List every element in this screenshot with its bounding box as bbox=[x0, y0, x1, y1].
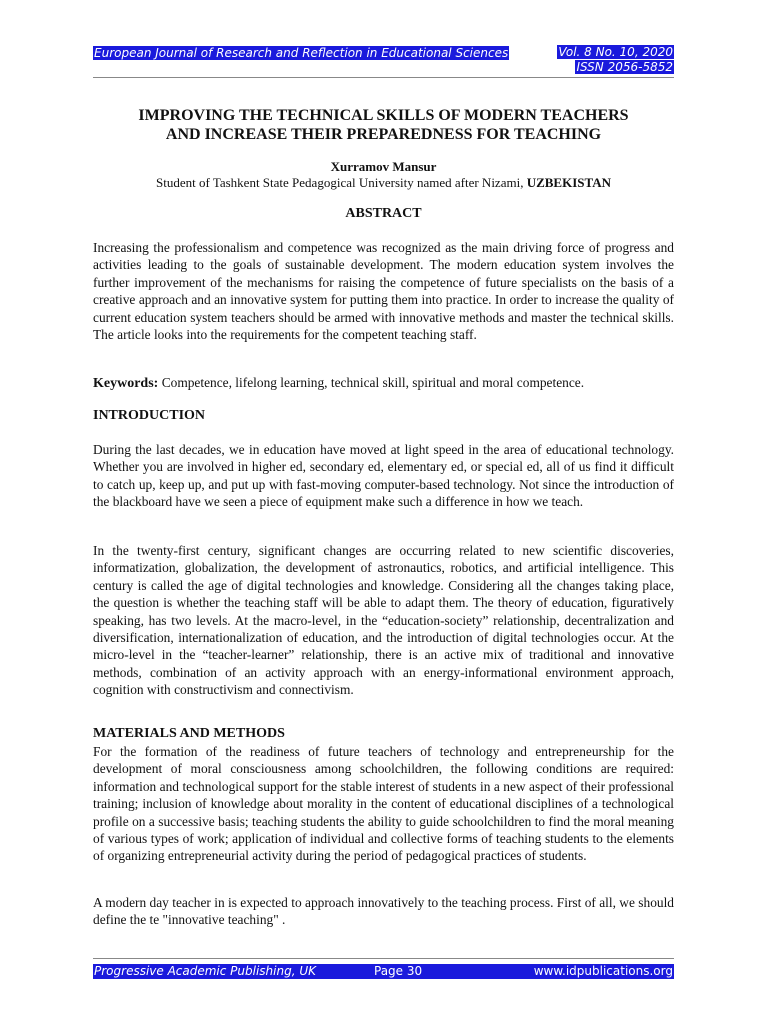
volume-info bbox=[557, 44, 674, 74]
keywords-text: Competence, lifelong learning, technical skill, spiritual and moral competence. bbox=[161, 375, 585, 390]
publisher-name: Progressive Academic Publishing, UK bbox=[94, 964, 316, 978]
page-number: Page 30 bbox=[374, 964, 423, 978]
journal-title: European Journal of Research and Reflection in Educational Sciences bbox=[94, 46, 509, 60]
affiliation-text: Student of Tashkent State Pedagogical University named after Nizami, bbox=[156, 175, 524, 190]
methods-paragraph-2: A modern day teacher in is expected to approach innovatively to the teaching process. First of all, we should define the te "innovative teaching" . bbox=[93, 895, 674, 928]
keywords bbox=[93, 374, 674, 392]
issn: ISSN 2056-5852 bbox=[576, 60, 673, 74]
introduction-heading: INTRODUCTION bbox=[93, 408, 206, 423]
footer-band bbox=[93, 964, 674, 979]
methods-paragraph-1: For the formation of the readiness of future teachers of technology and entrepreneurship for the development of moral consciousness among schoolchildren, the following conditions are required: information and technological support for the stable interest of students in a new aspect of their professional training; inclusion of knowledge about morality in the content of educational disciplines of a technological profile on a successive basis; teaching students the ability to guide schoolchildren to find the moral meaning of various types of work; application of individual and collective forms of teaching students to the elements of organizing entrepreneurial activity during the period of pedagogical practices of students. bbox=[93, 744, 674, 864]
intro-paragraph-2: In the twenty-first century, significant changes are occurring related to new scientific discoveries, informatization, globalization, the development of astronautics, robotics, and artificial intelligence. This century is called the age of digital technologies and knowledge. Considering all the changes taking place, the question is whether the teaching staff will be able to adapt them. The theory of education, figuratively speaking, has two levels. At the macro-level, in the “education-society” relationship, decentralization and diversification, internationalization of education, and the introduction of digital technologies occur. At the micro-level in the “teacher-learner” relationship, there is an active mix of traditional and innovative methods, combination of an activity approach with an energy-informational environment approach, cognition with constructivism and connectivism. bbox=[93, 543, 674, 698]
journal-name bbox=[93, 44, 509, 62]
header-divider bbox=[93, 77, 674, 78]
author-affiliation bbox=[93, 175, 674, 190]
methods-heading: MATERIALS AND METHODS bbox=[93, 726, 285, 741]
keywords-label: Keywords: bbox=[93, 376, 159, 391]
affiliation-country: UZBEKISTAN bbox=[526, 175, 611, 190]
author-name: Xurramov Mansur bbox=[330, 159, 437, 174]
volume-number: Vol. 8 No. 10, 2020 bbox=[558, 45, 673, 59]
abstract-text: Increasing the professionalism and competence was recognized as the main driving force of progress and activities leading to the goals of sustainable development. The modern education system involves the further improvement of the mechanisms for raising the competence of future specialists on the basis of a creative approach and an innovative system for putting them into practice. In order to increase the quality of current education system teachers should be armed with innovative methods and master the technical skills. The article looks into the requirements for the competent teaching staff. bbox=[93, 240, 674, 343]
footer-divider bbox=[93, 958, 674, 959]
intro-paragraph-1: During the last decades, we in education have moved at light speed in the area of educational technology. Whether you are involved in higher ed, secondary ed, elementary ed, or special ed, all of us find it difficult to catch up, keep up, and put up with fast-moving computer-based technology. Not since the introduction of the blackboard have we seen a piece of equipment make such a difference in how we teach. bbox=[93, 442, 674, 510]
paper-title bbox=[93, 106, 674, 144]
title-line-1: IMPROVING THE TECHNICAL SKILLS OF MODERN TEACHERS bbox=[138, 107, 629, 124]
title-line-2: AND INCREASE THEIR PREPAREDNESS FOR TEACHING bbox=[165, 126, 602, 143]
abstract-heading: ABSTRACT bbox=[345, 206, 422, 221]
publisher-website-link[interactable]: www.idpublications.org bbox=[533, 964, 673, 978]
